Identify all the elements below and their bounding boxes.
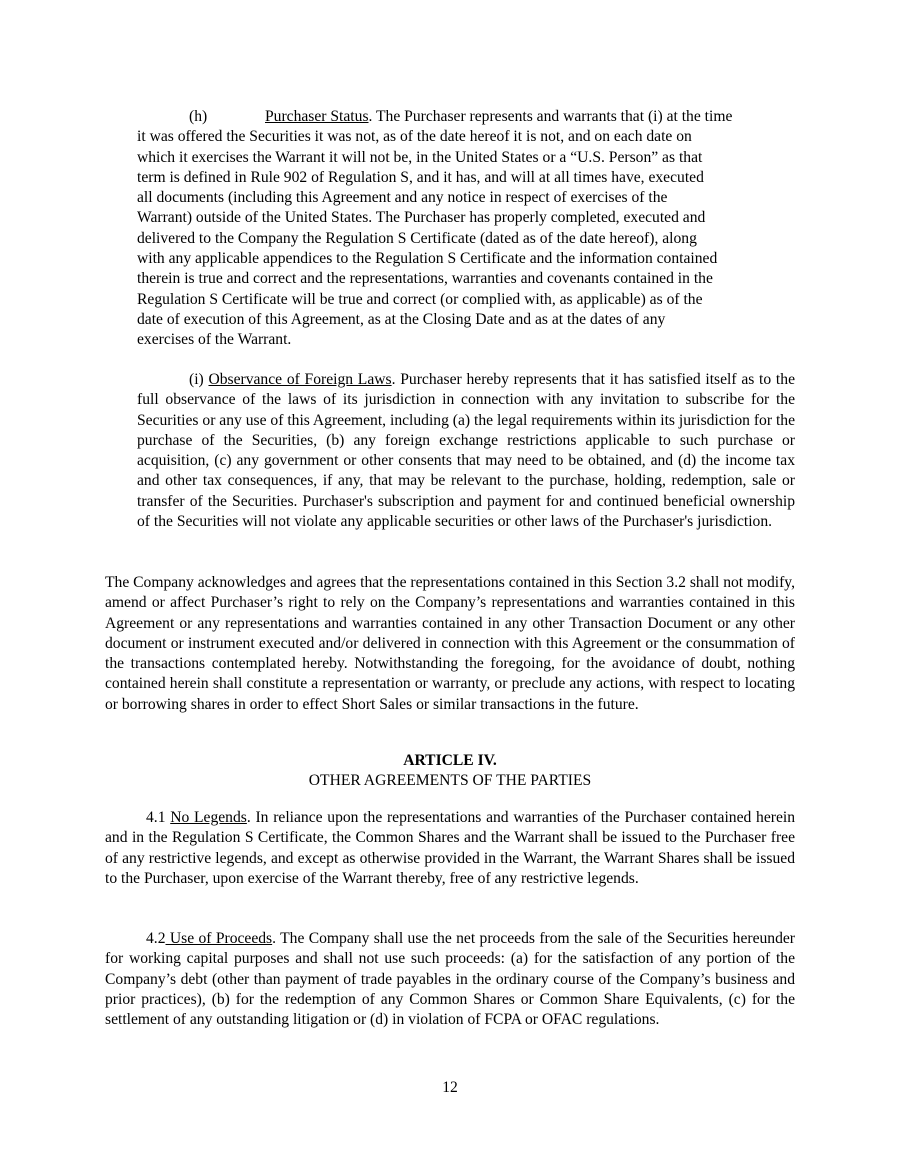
section-h-line: therein is true and correct and the representations, warranties and covenants contained in the bbox=[137, 270, 713, 288]
section-h-line: . The Purchaser represents and warrants that (i) at the time bbox=[368, 108, 733, 125]
section-i-label: (i) bbox=[189, 371, 209, 388]
section-h-first-line bbox=[137, 107, 797, 127]
article-number: ARTICLE IV. bbox=[403, 752, 497, 769]
section-h-heading: Purchaser Status bbox=[265, 108, 369, 125]
section-h-line: exercises of the Warrant. bbox=[137, 331, 292, 349]
section-h-line: term is defined in Rule 902 of Regulation S, and it has, and will at all times have, executed bbox=[137, 168, 704, 186]
section-h-line: all documents (including this Agreement and any notice in respect of exercises of the bbox=[137, 189, 668, 207]
section-4-2-number: 4.2 bbox=[146, 930, 166, 947]
page-number: 12 bbox=[442, 1079, 458, 1096]
article-title: OTHER AGREEMENTS OF THE PARTIES bbox=[308, 772, 592, 789]
section-h-line: Warrant) outside of the United States. The Purchaser has properly completed, executed and bbox=[137, 209, 706, 227]
section-4-1 bbox=[105, 808, 795, 889]
section-h-line: Regulation S Certificate will be true and correct (or complied with, as applicable) as of the bbox=[137, 290, 703, 308]
section-i-heading: Observance of Foreign Laws bbox=[208, 371, 392, 388]
section-i-body: . Purchaser hereby represents that it has satisfied itself as to the full observance of the laws of its jurisdiction in connection with any invitation to subscribe for the Securities or any use of this Agreement, including (a) the legal requirements within its jurisdiction for the purchase of the Securities, (b) any foreign exchange restrictions applicable to such purchase or acquisition, (c) any government or other consents that may need to be obtained, and (d) the income tax and other tax consequences, if any, that may be relevant to the purchase, holding, redemption, sale or transfer of the Securities. Purchaser's subscription and payment for and continued beneficial ownership of the Securities will not violate any applicable securities or other laws of the Purchaser's jurisdiction. bbox=[137, 371, 795, 531]
section-4-2-body: . The Company shall use the net proceeds from the sale of the Securities hereunder for working capital purposes and shall not use such proceeds: (a) for the satisfaction of any portion of the Company’s debt (other than payment of trade payables in the ordinary course of the Company’s business and prior practices), (b) for the redemption of any Common Shares or Common Share Equivalents, (c) for the settlement of any outstanding litigation or (d) in violation of FCPA or OFAC regulations. bbox=[105, 930, 795, 1029]
section-h-line: date of execution of this Agreement, as at the Closing Date and as at the dates of any bbox=[137, 310, 666, 328]
section-i bbox=[137, 370, 795, 532]
section-4-2 bbox=[105, 929, 795, 1030]
section-4-2-heading: Use of Proceeds bbox=[165, 930, 273, 947]
section-4-1-number: 4.1 bbox=[146, 809, 171, 826]
section-h-line: delivered to the Company the Regulation S Certificate (dated as of the date hereof), along bbox=[137, 229, 697, 247]
section-h bbox=[137, 107, 797, 351]
section-4-1-heading: No Legends bbox=[170, 809, 247, 826]
acknowledgment-paragraph: The Company acknowledges and agrees that the representations contained in this Section 3.2 shall not modify, amend or affect Purchaser’s right to rely on the Company’s representations and warranties contained in this Agreement or any representations and warranties contained in any other Transaction Document or any other document or instrument executed and/or delivered in connection with this Agreement or the consummation of the transactions contemplated hereby. Notwithstanding the foregoing, for the avoidance of doubt, nothing contained herein shall constitute a representation or warranty, or preclude any actions, with respect to locating or borrowing shares in order to effect Short Sales or similar transactions in the future. bbox=[105, 574, 795, 713]
section-h-label: (h) bbox=[189, 108, 208, 125]
section-h-line: it was offered the Securities it was not, as of the date hereof it is not, and on each date on bbox=[137, 128, 692, 146]
section-h-line: with any applicable appendices to the Regulation S Certificate and the information contained bbox=[137, 250, 718, 268]
section-h-line: which it exercises the Warrant it will not be, in the United States or a “U.S. Person” as that bbox=[137, 148, 703, 166]
section-4-1-body: . In reliance upon the representations and warranties of the Purchaser contained herein and in the Regulation S Certificate, the Common Shares and the Warrant shall be issued to the Purchaser free of any restrictive legends, and except as otherwise provided in the Warrant, the Warrant Shares shall be issued to the Purchaser, upon exercise of the Warrant thereby, free of any restrictive legends. bbox=[105, 809, 796, 887]
